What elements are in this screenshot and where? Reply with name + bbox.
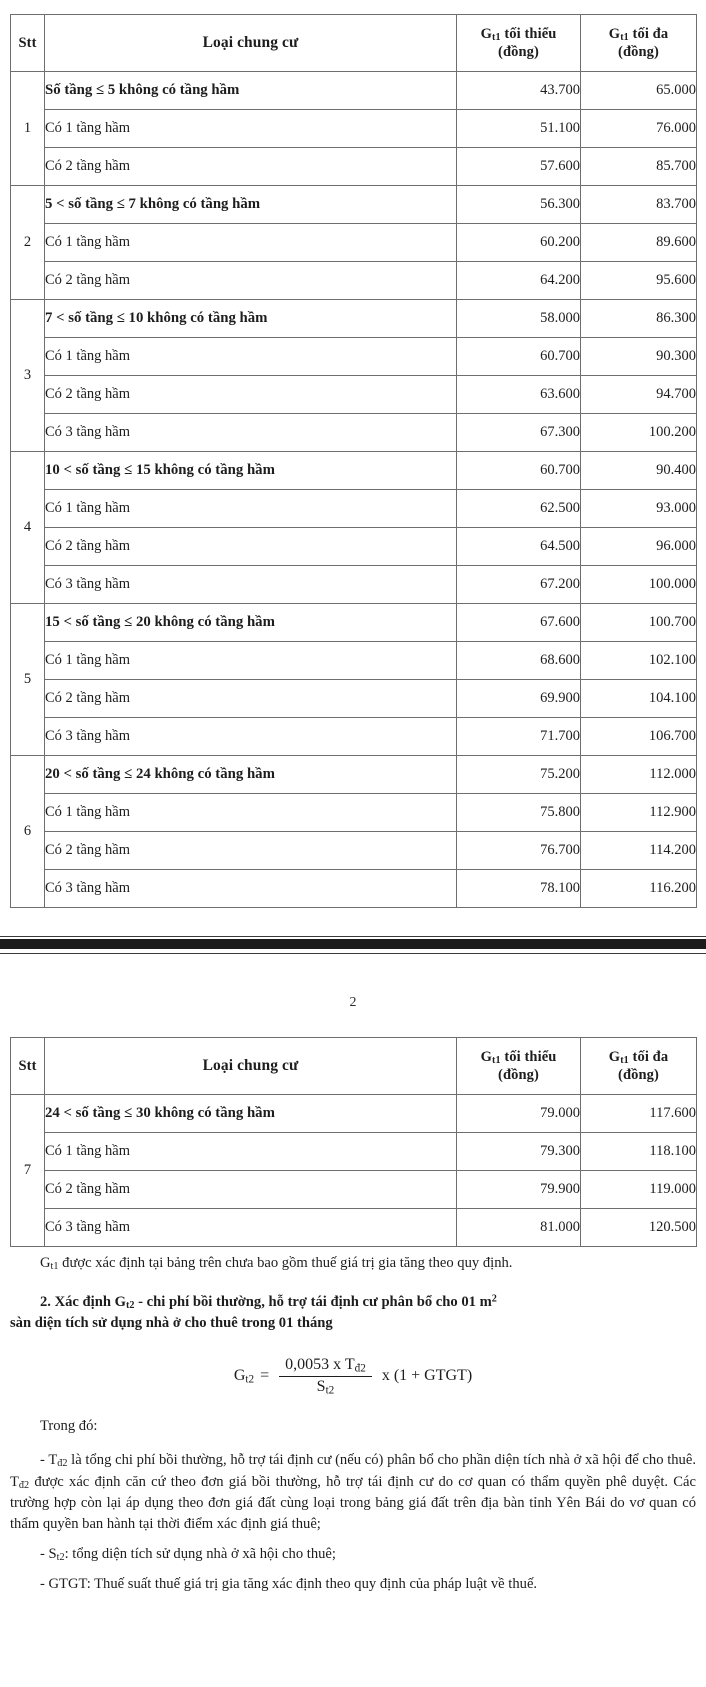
table-header-row	[11, 15, 697, 72]
row-gt1-min-cell: 57.600	[457, 148, 581, 186]
formula-denominator	[311, 1377, 341, 1396]
row-apartment-type-cell: Có 1 tầng hầm	[45, 794, 457, 832]
row-apartment-type-cell: 7 < số tầng ≤ 10 không có tầng hầm	[45, 300, 457, 338]
row-gt1-max-cell: 116.200	[581, 870, 697, 908]
row-gt1-min-cell: 56.300	[457, 186, 581, 224]
column-header-gt1-maximum	[581, 15, 697, 72]
table-row	[11, 642, 697, 680]
row-apartment-type-cell: Có 2 tầng hầm	[45, 262, 457, 300]
row-apartment-type-cell: Có 1 tầng hầm	[45, 642, 457, 680]
row-gt1-max-cell: 96.000	[581, 528, 697, 566]
row-gt1-max-cell: 119.000	[581, 1171, 697, 1209]
page-break-hairline-top	[0, 936, 706, 937]
gt1-min-subscript: t1	[491, 31, 501, 43]
column-header-apartment-type: Loại chung cư	[45, 15, 457, 72]
apartment-price-table-page2	[10, 1037, 697, 1247]
definition-td2-subscript-2: đ2	[18, 1479, 30, 1491]
table-body-page2	[11, 1095, 697, 1247]
gt1-max-label	[581, 1049, 696, 1067]
row-gt1-max-cell: 100.200	[581, 414, 697, 452]
row-apartment-type-cell: Có 1 tầng hầm	[45, 1133, 457, 1171]
gt1-min-text: tối thiểu	[500, 25, 557, 42]
table-row	[11, 1133, 697, 1171]
gt1-max-subscript: t1	[620, 31, 629, 43]
table-row	[11, 338, 697, 376]
gt1-min-symbol: G	[480, 1048, 492, 1065]
row-gt1-max-cell: 120.500	[581, 1209, 697, 1247]
table-row	[11, 566, 697, 604]
formula-expression	[234, 1356, 472, 1396]
table-row	[11, 832, 697, 870]
row-gt1-max-cell: 85.700	[581, 148, 697, 186]
row-stt-cell: 5	[11, 604, 45, 756]
row-apartment-type-cell: Có 2 tầng hầm	[45, 148, 457, 186]
table-row	[11, 148, 697, 186]
formula-numerator	[279, 1356, 372, 1376]
definition-td2	[10, 1450, 696, 1535]
row-gt1-max-cell: 93.000	[581, 490, 697, 528]
table-row	[11, 1095, 697, 1133]
row-gt1-max-cell: 112.900	[581, 794, 697, 832]
gt1-max-label	[581, 26, 696, 44]
row-gt1-min-cell: 62.500	[457, 490, 581, 528]
formula-numerator-text: 0,0053 x T	[285, 1356, 355, 1374]
row-gt1-max-cell: 89.600	[581, 224, 697, 262]
apartment-price-table-page1	[10, 14, 697, 908]
table-row	[11, 756, 697, 794]
table-row	[11, 490, 697, 528]
formula-fraction	[279, 1356, 372, 1396]
row-gt1-max-cell: 100.700	[581, 604, 697, 642]
table-row	[11, 604, 697, 642]
column-header-gt1-minimum	[457, 15, 581, 72]
definition-td2-text-1: là tổng chi phí bồi thường, hỗ trợ tái định cư (nếu có) phân bổ cho phần diện tích nhà ở xã hội để cho thuê. T	[10, 1451, 696, 1490]
section-2-gt2-subscript: t2	[125, 1299, 135, 1311]
row-apartment-type-cell: Có 2 tầng hầm	[45, 680, 457, 718]
column-header-gt1-maximum	[581, 1038, 697, 1095]
row-gt1-min-cell: 67.200	[457, 566, 581, 604]
gt1-max-symbol: G	[608, 25, 621, 42]
row-apartment-type-cell: Số tầng ≤ 5 không có tầng hầm	[45, 72, 457, 110]
gt1-max-unit: (đồng)	[618, 43, 659, 60]
row-stt-cell: 4	[11, 452, 45, 604]
row-gt1-min-cell: 60.200	[457, 224, 581, 262]
row-stt-cell: 7	[11, 1095, 45, 1247]
row-gt1-min-cell: 69.900	[457, 680, 581, 718]
formula-lhs-subscript: t2	[245, 1373, 255, 1386]
row-apartment-type-cell: Có 2 tầng hầm	[45, 528, 457, 566]
table-header-page2	[11, 1038, 697, 1095]
column-header-stt: Stt	[11, 15, 45, 72]
row-gt1-min-cell: 81.000	[457, 1209, 581, 1247]
formula-denominator-subscript: t2	[325, 1384, 335, 1397]
row-stt-cell: 2	[11, 186, 45, 300]
gt1-min-symbol: G	[480, 25, 492, 42]
table-row	[11, 376, 697, 414]
definition-st2-text: : tổng diện tích sử dụng nhà ở xã hội cho thuê;	[64, 1545, 336, 1562]
table-row	[11, 1171, 697, 1209]
row-apartment-type-cell: Có 2 tầng hầm	[45, 1171, 457, 1209]
table-row	[11, 794, 697, 832]
row-gt1-max-cell: 114.200	[581, 832, 697, 870]
row-gt1-max-cell: 102.100	[581, 642, 697, 680]
table-row	[11, 528, 697, 566]
gt1-min-text: tối thiểu	[500, 1048, 557, 1065]
definition-st2-subscript: t2	[56, 1551, 65, 1563]
section-2-title-part2: - chi phí bồi thường, hỗ trợ tái định cư phân bổ cho 01 m	[134, 1293, 492, 1310]
row-gt1-min-cell: 43.700	[457, 72, 581, 110]
row-gt1-max-cell: 117.600	[581, 1095, 697, 1133]
gt1-min-subscript: t1	[491, 1054, 501, 1066]
row-gt1-min-cell: 68.600	[457, 642, 581, 680]
definition-td2-text-2: được xác định căn cứ theo đơn giá bồi thường, hỗ trợ tái định cư do cơ quan có thẩm quyền phê duyệt. Các trường hợp còn lại áp dụng theo đơn giá đất cùng loại trong bảng giá đất trên địa bàn tỉnh Yên Bái do vơ quan có thẩm quyền ban hành tại thời điểm xác định giá thuê;	[10, 1473, 696, 1532]
table-row	[11, 870, 697, 908]
trong-do-label: Trong đó:	[40, 1418, 98, 1435]
row-gt1-min-cell: 75.200	[457, 756, 581, 794]
definition-st2-prefix: - S	[40, 1545, 57, 1562]
table-row	[11, 110, 697, 148]
row-gt1-min-cell: 79.000	[457, 1095, 581, 1133]
definition-gtgt: - GTGT: Thuế suất thuế giá trị gia tăng xác định theo quy định của pháp luật về thuế.	[40, 1576, 538, 1593]
row-apartment-type-cell: 15 < số tầng ≤ 20 không có tầng hầm	[45, 604, 457, 642]
row-apartment-type-cell: Có 1 tầng hầm	[45, 110, 457, 148]
gt1-max-text: tối đa	[628, 25, 669, 42]
definition-td2-prefix: - T	[40, 1451, 58, 1468]
page-number: 2	[349, 995, 357, 1010]
formula-numerator-subscript: đ2	[354, 1362, 366, 1375]
gt1-max-unit: (đồng)	[618, 1066, 659, 1083]
row-gt1-min-cell: 64.200	[457, 262, 581, 300]
row-apartment-type-cell: Có 3 tầng hầm	[45, 566, 457, 604]
row-gt1-max-cell: 86.300	[581, 300, 697, 338]
section-2-heading	[10, 1292, 696, 1314]
gt1-max-symbol: G	[608, 1048, 621, 1065]
row-gt1-max-cell: 83.700	[581, 186, 697, 224]
column-header-gt1-minimum	[457, 1038, 581, 1095]
table-row	[11, 414, 697, 452]
row-apartment-type-cell: Có 3 tầng hầm	[45, 1209, 457, 1247]
table-row	[11, 680, 697, 718]
page-break-hairline-bottom	[0, 953, 706, 954]
gt1-max-text: tối đa	[628, 1048, 669, 1065]
row-gt1-min-cell: 64.500	[457, 528, 581, 566]
row-apartment-type-cell: Có 3 tầng hầm	[45, 870, 457, 908]
row-apartment-type-cell: Có 2 tầng hầm	[45, 832, 457, 870]
row-apartment-type-cell: 5 < số tầng ≤ 7 không có tầng hầm	[45, 186, 457, 224]
note-gt1-vat	[10, 1253, 696, 1275]
row-gt1-max-cell: 100.000	[581, 566, 697, 604]
price-table-page2-container	[0, 1037, 706, 1247]
table-row	[11, 300, 697, 338]
table-row	[11, 262, 697, 300]
row-apartment-type-cell: Có 1 tầng hầm	[45, 224, 457, 262]
row-gt1-min-cell: 67.300	[457, 414, 581, 452]
section-2-square-meter-superscript: 2	[491, 1293, 497, 1305]
row-gt1-max-cell: 95.600	[581, 262, 697, 300]
row-gt1-min-cell: 60.700	[457, 452, 581, 490]
gt1-max-subscript: t1	[620, 1054, 629, 1066]
row-apartment-type-cell: Có 3 tầng hầm	[45, 718, 457, 756]
row-gt1-max-cell: 65.000	[581, 72, 697, 110]
page-break-band	[0, 939, 706, 952]
row-gt1-max-cell: 76.000	[581, 110, 697, 148]
row-apartment-type-cell: 20 < số tầng ≤ 24 không có tầng hầm	[45, 756, 457, 794]
row-stt-cell: 6	[11, 756, 45, 908]
note-gt1-text: được xác định tại bảng trên chưa bao gồm thuế giá trị gia tăng theo quy định.	[58, 1255, 513, 1271]
row-gt1-min-cell: 71.700	[457, 718, 581, 756]
row-apartment-type-cell: 10 < số tầng ≤ 15 không có tầng hầm	[45, 452, 457, 490]
row-gt1-max-cell: 90.300	[581, 338, 697, 376]
row-stt-cell: 3	[11, 300, 45, 452]
formula-gt2	[0, 1356, 706, 1396]
row-gt1-min-cell: 67.600	[457, 604, 581, 642]
document-body	[0, 1253, 706, 1595]
row-gt1-max-cell: 90.400	[581, 452, 697, 490]
row-apartment-type-cell: Có 3 tầng hầm	[45, 414, 457, 452]
table-row	[11, 224, 697, 262]
table-row	[11, 718, 697, 756]
section-2-title-part1: 2. Xác định G	[40, 1293, 126, 1310]
column-header-stt: Stt	[11, 1038, 45, 1095]
table-header-row	[11, 1038, 697, 1095]
row-gt1-max-cell: 104.100	[581, 680, 697, 718]
row-gt1-max-cell: 112.000	[581, 756, 697, 794]
row-gt1-min-cell: 51.100	[457, 110, 581, 148]
row-gt1-min-cell: 75.800	[457, 794, 581, 832]
row-gt1-max-cell: 118.100	[581, 1133, 697, 1171]
definition-st2	[10, 1544, 696, 1566]
gt1-min-label	[457, 26, 580, 44]
formula-denominator-text: S	[316, 1377, 326, 1395]
section-2-heading-line2: sàn diện tích sử dụng nhà ở cho thuê trong 01 tháng	[10, 1315, 333, 1332]
row-apartment-type-cell: Có 1 tầng hầm	[45, 490, 457, 528]
note-gt1-subscript: t1	[50, 1261, 59, 1273]
price-table-page1-container	[0, 14, 706, 908]
row-apartment-type-cell: 24 < số tầng ≤ 30 không có tầng hầm	[45, 1095, 457, 1133]
note-gt1-symbol: G	[40, 1255, 51, 1271]
row-gt1-min-cell: 78.100	[457, 870, 581, 908]
row-gt1-min-cell: 63.600	[457, 376, 581, 414]
table-body-page1	[11, 72, 697, 908]
column-header-apartment-type: Loại chung cư	[45, 1038, 457, 1095]
row-gt1-min-cell: 79.900	[457, 1171, 581, 1209]
row-apartment-type-cell: Có 2 tầng hầm	[45, 376, 457, 414]
formula-equals: =	[260, 1367, 270, 1385]
table-row	[11, 186, 697, 224]
definition-td2-subscript-1: đ2	[57, 1458, 68, 1470]
row-gt1-max-cell: 106.700	[581, 718, 697, 756]
row-gt1-min-cell: 58.000	[457, 300, 581, 338]
table-row	[11, 452, 697, 490]
formula-lhs-symbol: G	[233, 1366, 246, 1384]
gt1-min-label	[457, 1049, 580, 1067]
row-gt1-min-cell: 76.700	[457, 832, 581, 870]
table-row	[11, 1209, 697, 1247]
row-gt1-min-cell: 79.300	[457, 1133, 581, 1171]
table-header-page1	[11, 15, 697, 72]
formula-lhs	[234, 1367, 254, 1385]
row-apartment-type-cell: Có 1 tầng hầm	[45, 338, 457, 376]
row-stt-cell: 1	[11, 72, 45, 186]
row-gt1-min-cell: 60.700	[457, 338, 581, 376]
row-gt1-max-cell: 94.700	[581, 376, 697, 414]
formula-rhs: x (1 + GTGT)	[381, 1367, 473, 1385]
table-row	[11, 72, 697, 110]
gt1-min-unit: (đồng)	[498, 1066, 539, 1083]
gt1-min-unit: (đồng)	[498, 43, 539, 60]
